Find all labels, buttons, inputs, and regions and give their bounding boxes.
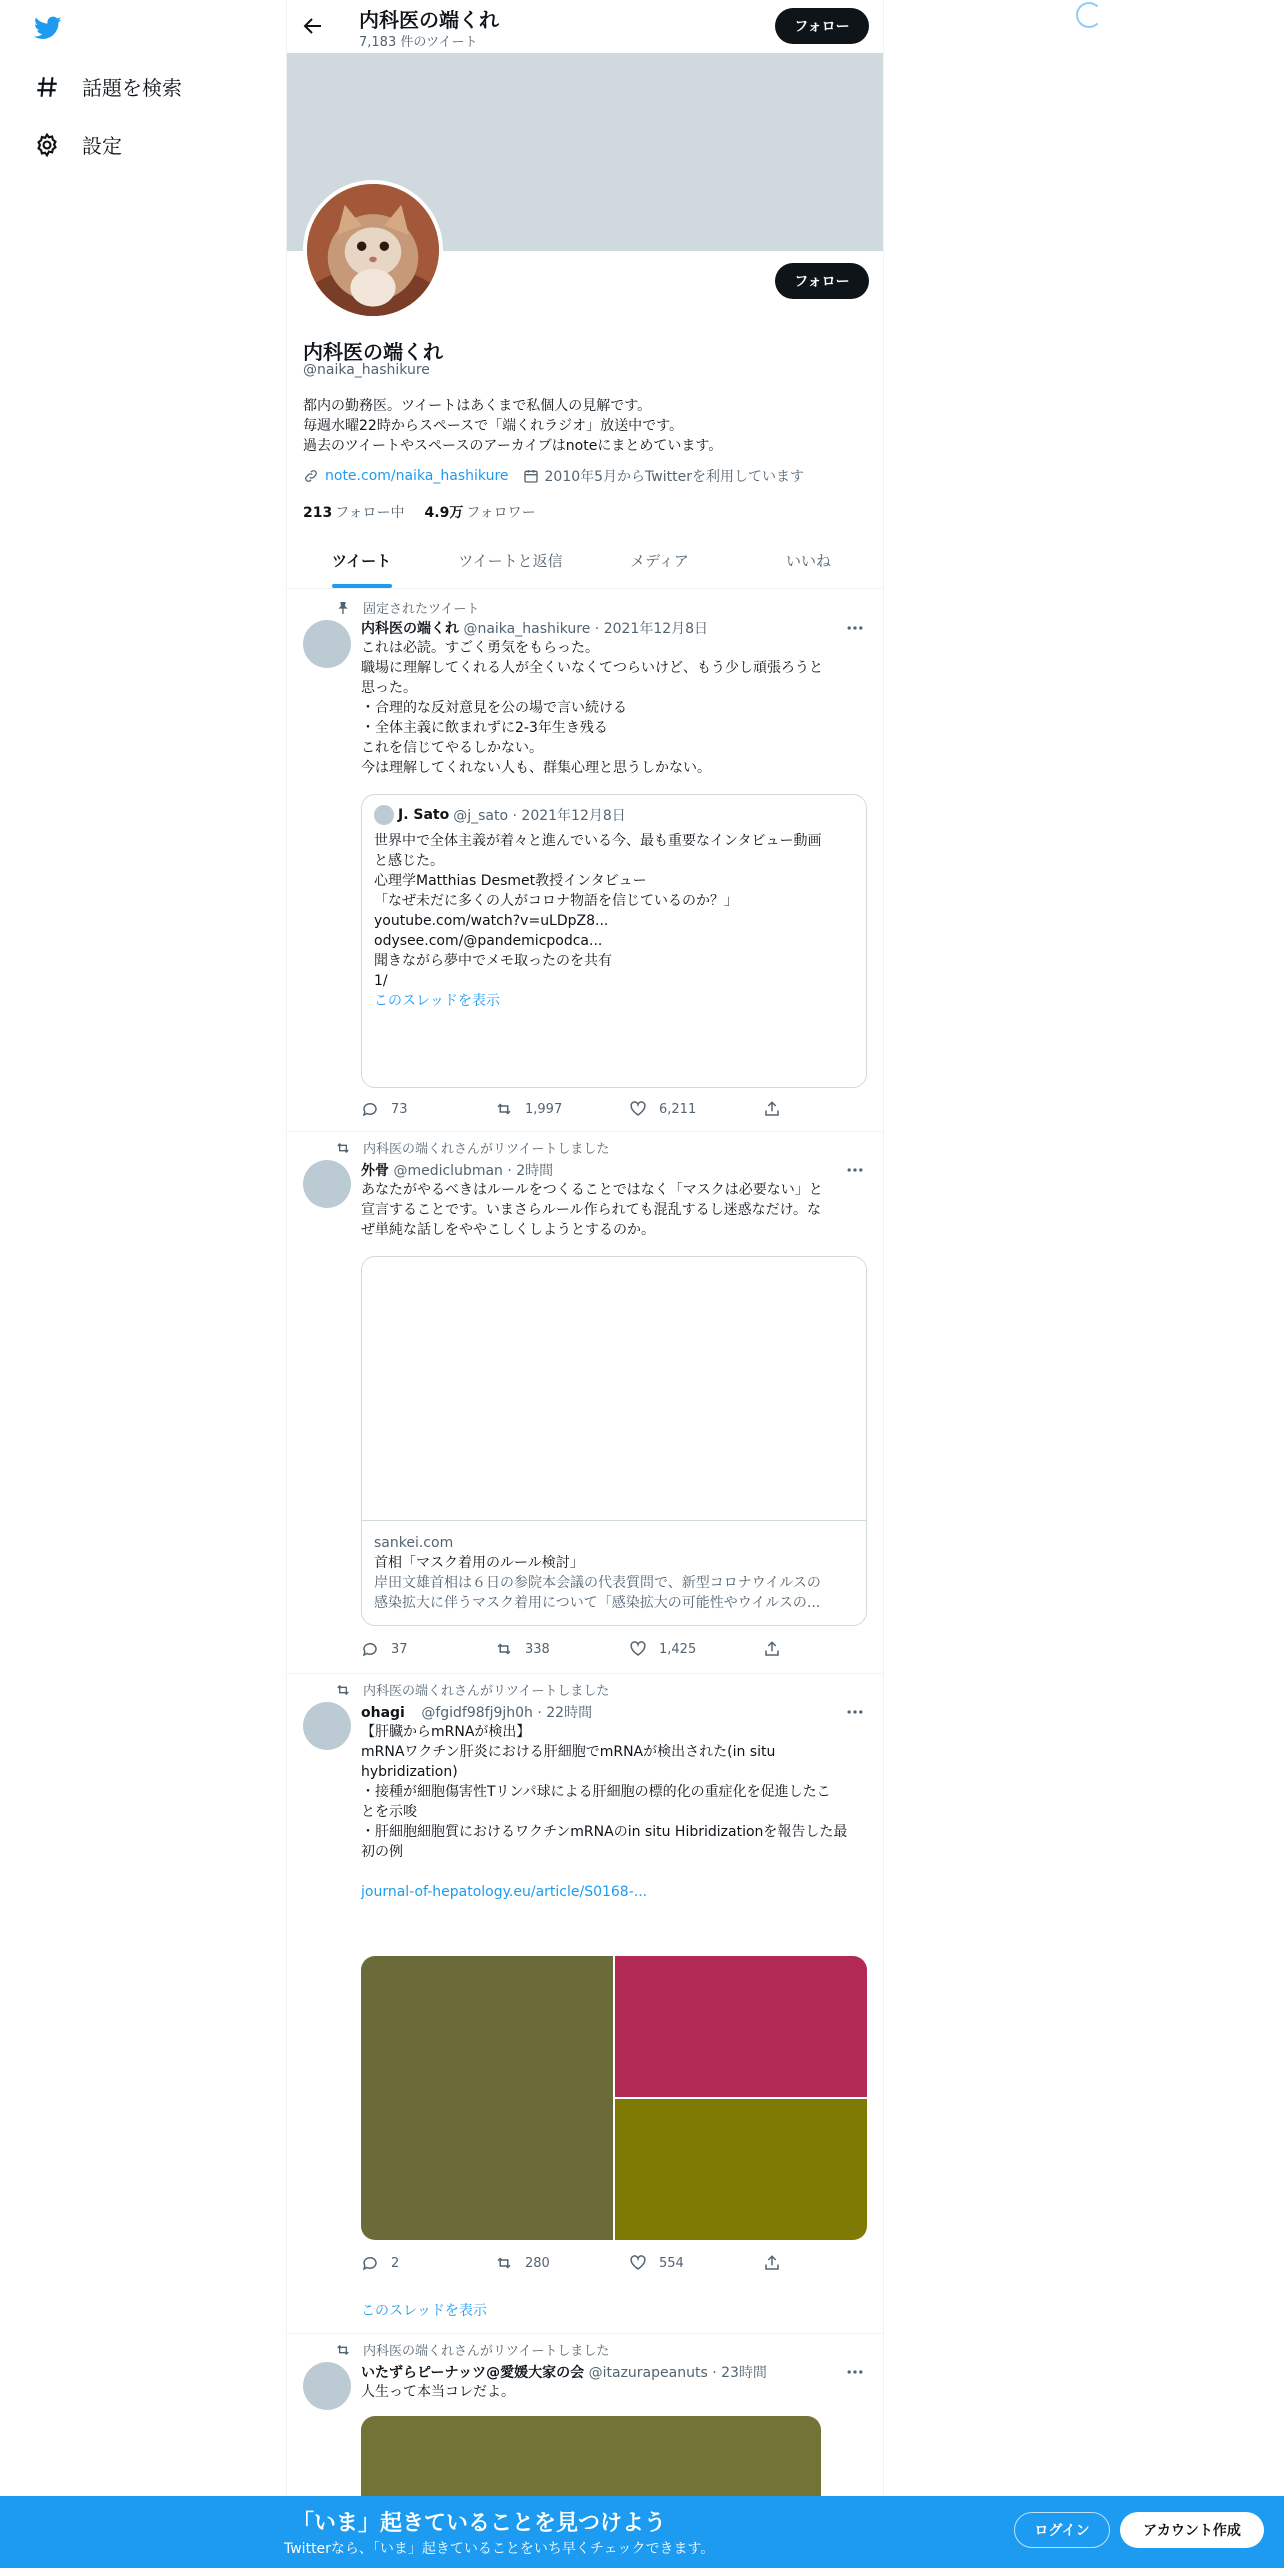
login-button[interactable]: ログイン [1014, 2512, 1110, 2548]
share-button[interactable] [763, 2254, 897, 2272]
following-label: フォロー中 [335, 505, 405, 521]
sidebar-item-settings[interactable] [34, 130, 122, 159]
author-name[interactable]: いたずらピーナッツ@愛媛大家の会 [361, 2365, 585, 2381]
retweet-icon [495, 1100, 513, 1118]
context-label: 内科医の端くれさんがリツイートしました [363, 1142, 610, 1157]
heart-icon [629, 1640, 647, 1658]
tweet-line: ぜ単純な話しをややこしくしようとするのか。 [361, 1222, 655, 1238]
author-name[interactable]: 外骨 [361, 1163, 389, 1179]
tweet-pinned[interactable] [287, 590, 883, 1132]
share-icon [763, 1100, 781, 1118]
quote-line: と感じた。 [374, 853, 444, 869]
tab-tweets[interactable]: ツイート [287, 533, 436, 588]
tweet-line: ・全体主義に飲まれずに2-3年生き残る [361, 720, 608, 736]
show-thread-link[interactable]: このスレッドを表示 [361, 2303, 487, 2319]
quote-line: 「なぜ未だに多くの人がコロナ物語を信じているのか？」 [374, 893, 738, 909]
tweet-line: 職場に理解してくれる人が全くいなくてつらいけど、もう少し頑張ろうと [361, 660, 823, 676]
quote-line: odysee.com/@pandemicpodca... [374, 933, 603, 949]
tweet-header [361, 2362, 767, 2382]
quote-meta: @j_sato · 2021年12月8日 [453, 808, 626, 824]
tweet-line: 【肝臓からmRNAが検出】 [361, 1724, 531, 1740]
profile-link[interactable]: note.com/naika_hashikure [325, 468, 509, 484]
profile-bio [303, 396, 722, 456]
tweet-line: 宣言することです。いまさらルール作られても混乱するし迷惑なだけ。な [361, 1202, 822, 1218]
share-icon [763, 2254, 781, 2272]
tweet-count: 7,183 件のツイート [359, 35, 478, 50]
like-count: 554 [659, 2255, 684, 2271]
profile-name: 内科医の端くれ [303, 340, 443, 364]
bottom-bar-title: 「いま」起きていることを見つけよう [292, 2511, 667, 2536]
retweet-button[interactable] [495, 1640, 629, 1658]
retweet-button[interactable] [495, 2254, 629, 2272]
signup-bottom-bar [0, 2496, 1284, 2568]
pin-icon [335, 600, 351, 616]
context-label: 内科医の端くれさんがリツイートしました [363, 1684, 610, 1699]
quote-line: 心理学Matthias Desmet教授インタビュー [374, 873, 647, 889]
retweet-icon [335, 1682, 351, 1698]
more-icon[interactable] [845, 618, 865, 638]
tweet-line [361, 1862, 869, 1882]
followers-label: フォロワー [466, 505, 536, 521]
share-button[interactable] [763, 1100, 897, 1118]
reply-icon [361, 1100, 379, 1118]
avatar[interactable] [303, 620, 351, 668]
following-stat[interactable] [303, 502, 405, 522]
gear-icon [34, 132, 60, 158]
heart-icon [629, 2254, 647, 2272]
tweet-actions [361, 2254, 897, 2272]
link-card[interactable] [361, 1256, 867, 1626]
profile-meta [303, 466, 804, 486]
profile-handle: @naika_hashikure [303, 362, 430, 378]
avatar[interactable] [303, 1160, 351, 1208]
tweet-line: mRNAワクチン肝炎における肝細胞でmRNAが検出された(in situ [361, 1744, 776, 1760]
back-arrow-icon[interactable] [301, 14, 325, 38]
tweet-text [361, 2382, 869, 2402]
quote-author-name: J. Sato [398, 807, 450, 823]
cat-photo [307, 184, 439, 316]
bio-line: 都内の勤務医。ツイートはあくまで私個人の見解です。 [303, 398, 652, 414]
author-meta: @naika_hashikure · 2021年12月8日 [463, 621, 709, 637]
card-title: 首相「マスク着用のルール検討」 [374, 1555, 584, 1571]
signup-button[interactable]: アカウント作成 [1120, 2512, 1264, 2548]
reply-count: 37 [391, 1641, 408, 1657]
tweet-header [361, 618, 708, 638]
hashtag-icon [34, 74, 60, 100]
like-button[interactable] [629, 2254, 763, 2272]
tab-media[interactable]: メディア [630, 552, 689, 570]
more-icon[interactable] [845, 2362, 865, 2382]
tweet-retweet-media[interactable] [287, 1674, 883, 2334]
followers-stat[interactable] [425, 502, 536, 522]
tweet-line: hybridization) [361, 1764, 458, 1780]
heart-icon [629, 1100, 647, 1118]
retweet-icon [335, 2342, 351, 2358]
quote-line: 1/ [374, 973, 388, 989]
author-name[interactable]: ohagi [361, 1705, 405, 1721]
like-button[interactable] [629, 1640, 763, 1658]
profile-follow-button[interactable]: フォロー [775, 263, 869, 299]
retweet-icon [495, 2254, 513, 2272]
avatar[interactable] [303, 1702, 351, 1750]
retweet-count: 338 [525, 1641, 550, 1657]
like-count: 1,425 [659, 1641, 697, 1657]
author-meta: @itazurapeanuts · 23時間 [588, 2365, 767, 2381]
tab-likes[interactable]: いいね [785, 552, 831, 570]
retweet-icon [335, 1140, 351, 1156]
following-count: 213 [303, 505, 333, 521]
quote-header [374, 805, 626, 825]
card-description: 岸田文雄首相は６日の参院本会議の代表質問で、新型コロナウイルスの [374, 1575, 821, 1591]
quote-text [374, 831, 856, 1011]
tweet-line: 今は理解してくれない人も、群集心理と思うしかない。 [361, 760, 711, 776]
media-image[interactable] [361, 1956, 613, 2240]
tweet-line: ・接種が細胞傷害性Tリンパ球による肝細胞の標的化の重症化を促進したこ [361, 1784, 831, 1800]
tweet-header [361, 1160, 553, 1180]
profile-tabs [287, 533, 883, 589]
reply-icon [361, 1640, 379, 1658]
tweet-line: これは必読。すごく勇気をもらった。 [361, 640, 599, 656]
tweet-link[interactable]: journal-of-hepatology.eu/article/S0168-... [361, 1884, 648, 1900]
joined-date: 2010年5月からTwitterを利用しています [544, 469, 804, 485]
more-icon[interactable] [845, 1702, 865, 1722]
link-icon [303, 468, 319, 484]
share-icon [763, 1640, 781, 1658]
avatar[interactable] [303, 2362, 351, 2410]
page-title: 内科医の端くれ [359, 8, 499, 32]
tweet-retweet-card[interactable] [287, 1132, 883, 1674]
author-name[interactable]: 内科医の端くれ [361, 621, 459, 637]
tweet-line: 思った。 [361, 680, 417, 696]
tweet-actions [361, 1100, 897, 1118]
sidebar-item-label: 設定 [82, 134, 122, 158]
media-image[interactable] [615, 2099, 867, 2240]
calendar-icon [523, 468, 539, 484]
reply-button[interactable] [361, 1640, 495, 1658]
like-count: 6,211 [659, 1101, 697, 1117]
follow-stats [303, 502, 536, 522]
retweet-count: 280 [525, 2255, 550, 2271]
loading-spinner-icon [1076, 2, 1102, 28]
retweet-button[interactable] [495, 1100, 629, 1118]
reply-button[interactable] [361, 2254, 495, 2272]
sidebar-item-label: 話題を検索 [82, 76, 182, 100]
context-label: 内科医の端くれさんがリツイートしました [363, 2344, 610, 2359]
reply-count: 2 [391, 2255, 400, 2271]
more-icon[interactable] [845, 1160, 865, 1180]
twitter-bird-icon[interactable] [32, 14, 64, 42]
tweet-line: 人生って本当コレだよ。 [361, 2384, 515, 2400]
retweet-count: 1,997 [525, 1101, 563, 1117]
tweet-line: ・肝細胞細胞質におけるワクチンmRNAのin situ Hibridizationを報告した最 [361, 1824, 848, 1840]
top-header [287, 0, 883, 53]
media-grid[interactable] [361, 1956, 867, 2240]
share-button[interactable] [763, 1640, 897, 1658]
media-image[interactable] [615, 1956, 867, 2097]
card-domain: sankei.com [374, 1535, 454, 1551]
quote-tweet[interactable] [361, 794, 867, 1088]
author-meta: @mediclubman · 2時間 [393, 1163, 554, 1179]
tweet-text [361, 638, 869, 778]
context-label: 固定されたツイート [363, 602, 480, 617]
bottom-bar-subtitle: Twitterなら、「いま」起きていることをいち早くチェックできます。 [284, 2541, 715, 2557]
tweet-context [335, 1680, 609, 1699]
tweet-line: 初の例 [361, 1844, 403, 1860]
bio-line: 毎週水曜22時からスペースで「端くれラジオ」放送中です。 [303, 418, 683, 434]
quote-line: 世界中で全体主義が着々と進んでいる今、最も重要なインタビュー動画 [374, 833, 822, 849]
tweet-context [335, 598, 479, 617]
tweet-actions [361, 1640, 897, 1658]
author-meta: @fgidf98fj9jh0h · 22時間 [421, 1705, 593, 1721]
reply-count: 73 [391, 1101, 408, 1117]
tweet-context [335, 1138, 609, 1157]
retweet-icon [495, 1640, 513, 1658]
like-button[interactable] [629, 1100, 763, 1118]
profile-avatar[interactable] [303, 180, 443, 320]
bio-line: 過去のツイートやスペースのアーカイブはnoteにまとめています。 [303, 438, 723, 454]
header-follow-button[interactable]: フォロー [775, 8, 869, 44]
card-description: 感染拡大に伴うマスク着用について「感染拡大の可能性やウイルスの... [374, 1595, 821, 1611]
tweet-line: あなたがやるべきはルールをつくることではなく「マスクは必要ない」と [361, 1182, 823, 1198]
tweet-text [361, 1180, 869, 1240]
tweet-context [335, 2340, 609, 2359]
tweet-text [361, 1722, 869, 1902]
reply-icon [361, 2254, 379, 2272]
main-column [286, 0, 884, 2568]
card-text [362, 1521, 866, 1625]
tab-tweets-replies[interactable]: ツイートと返信 [458, 552, 563, 570]
show-thread-link[interactable]: このスレッドを表示 [374, 993, 500, 1009]
tweet-header [361, 1702, 592, 1722]
quote-line: youtube.com/watch?v=uLDpZ8... [374, 913, 609, 929]
sidebar-item-explore[interactable] [34, 72, 182, 101]
quote-avatar [374, 805, 394, 825]
tweet-line: とを示唆 [361, 1804, 417, 1820]
quote-line: 聞きながら夢中でメモ取ったのを共有 [374, 953, 612, 969]
followers-count: 4.9万 [424, 505, 464, 521]
card-image [362, 1257, 866, 1521]
tweet-line: ・合理的な反対意見を公の場で言い続ける [361, 700, 627, 716]
tweet-line: これを信じてやるしかない。 [361, 740, 543, 756]
reply-button[interactable] [361, 1100, 495, 1118]
